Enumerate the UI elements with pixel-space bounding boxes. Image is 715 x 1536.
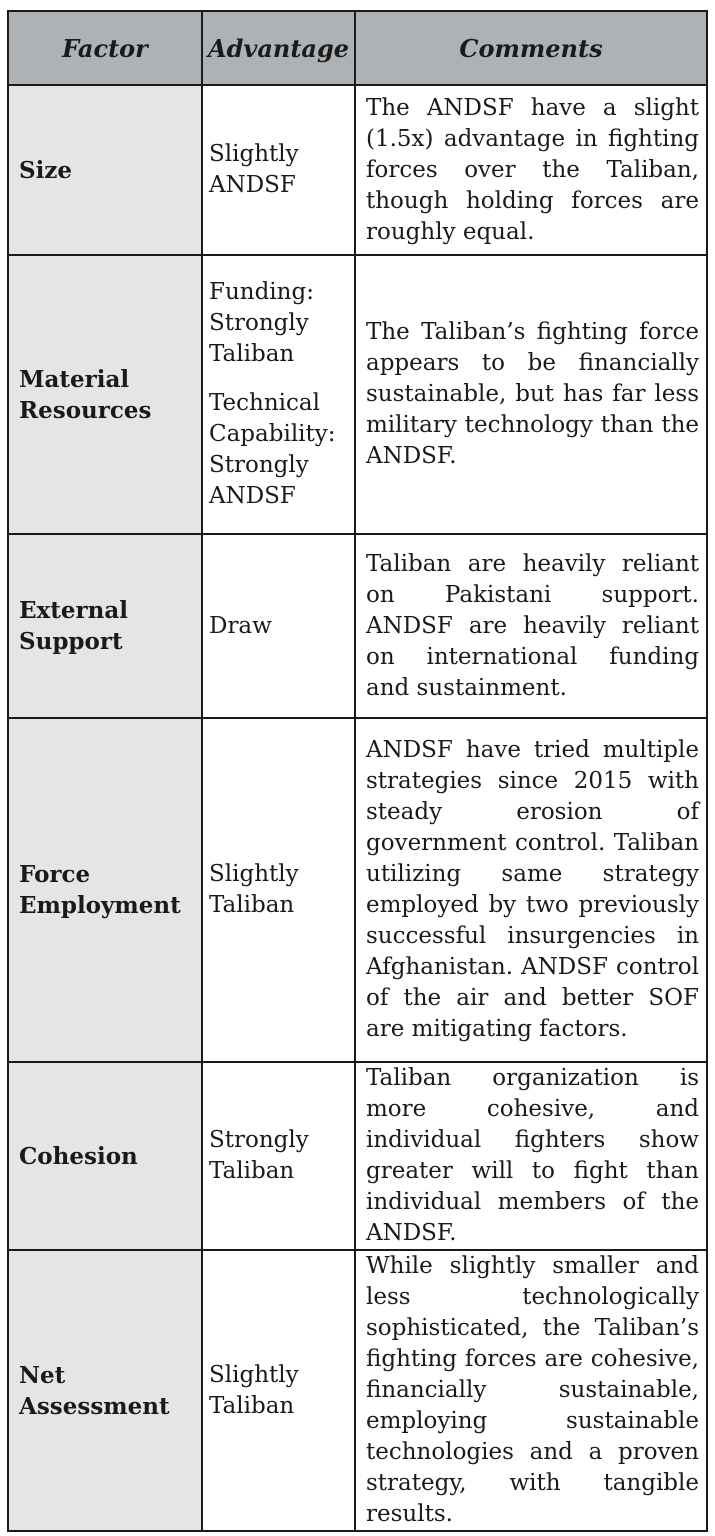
- advantage-text: Funding: Strongly Taliban: [209, 279, 314, 367]
- advantage-cell: [202, 1250, 355, 1531]
- advantage-text: Slightly Taliban: [209, 1361, 299, 1419]
- table-row-material-resources: [8, 255, 707, 534]
- advantage-text: Technical Capability: Strongly ANDSF: [209, 390, 336, 509]
- table-row-size: [8, 85, 707, 255]
- table-row-force-employment: [8, 718, 707, 1062]
- advantage-cell: [202, 534, 355, 718]
- header-advantage: Advantage: [202, 11, 355, 85]
- table-row-net-assessment: [8, 1250, 707, 1531]
- table-row-cohesion: [8, 1062, 707, 1250]
- table-header: [8, 11, 707, 85]
- advantage-cell: [202, 718, 355, 1062]
- comment-cell: The Taliban’s fighting force appears to be financially sustainable, but has far less military technology than the ANDSF.: [355, 255, 707, 534]
- factor-cell: Size: [8, 85, 202, 255]
- header-comments: Comments: [355, 11, 707, 85]
- comment-cell: Taliban organization is more cohesive, and individual fighters show greater will to fight than individual members of the ANDSF.: [355, 1062, 707, 1250]
- factor-cell: Cohesion: [8, 1062, 202, 1250]
- assessment-table-container: [7, 10, 708, 1532]
- table-row-external-support: [8, 534, 707, 718]
- advantage-text: Slightly ANDSF: [209, 141, 299, 198]
- assessment-table: [7, 10, 708, 1532]
- advantage-cell: [202, 255, 355, 534]
- advantage-cell: [202, 1062, 355, 1250]
- factor-cell: Force Employment: [8, 718, 202, 1062]
- advantage-cell: [202, 85, 355, 255]
- table-body: [8, 85, 707, 1531]
- factor-cell: Net Assessment: [8, 1250, 202, 1531]
- factor-cell: External Support: [8, 534, 202, 718]
- comment-cell: The ANDSF have a slight (1.5x) advantage in fighting forces over the Taliban, though holding forces are roughly equal.: [355, 85, 707, 255]
- header-row: [8, 11, 707, 85]
- advantage-text: Strongly Taliban: [209, 1127, 309, 1184]
- comment-cell: ANDSF have tried multiple strategies since 2015 with steady erosion of government control. Taliban utilizing same strategy employed by two previously successful insurgencies in Afghanistan. ANDSF control of the air and better SOF are mitigating factors.: [355, 718, 707, 1062]
- factor-cell: Material Resources: [8, 255, 202, 534]
- header-factor: Factor: [8, 11, 202, 85]
- comment-cell: While slightly smaller and less technologically sophisticated, the Taliban’s fighting forces are cohesive, financially sustainable, employing sustainable technologies and a proven strategy, with tangible results.: [355, 1250, 707, 1531]
- advantage-text: Draw: [209, 612, 272, 639]
- advantage-text: Slightly Taliban: [209, 861, 299, 918]
- comment-cell: Taliban are heavily reliant on Pakistani support. ANDSF are heavily reliant on international funding and sustainment.: [355, 534, 707, 718]
